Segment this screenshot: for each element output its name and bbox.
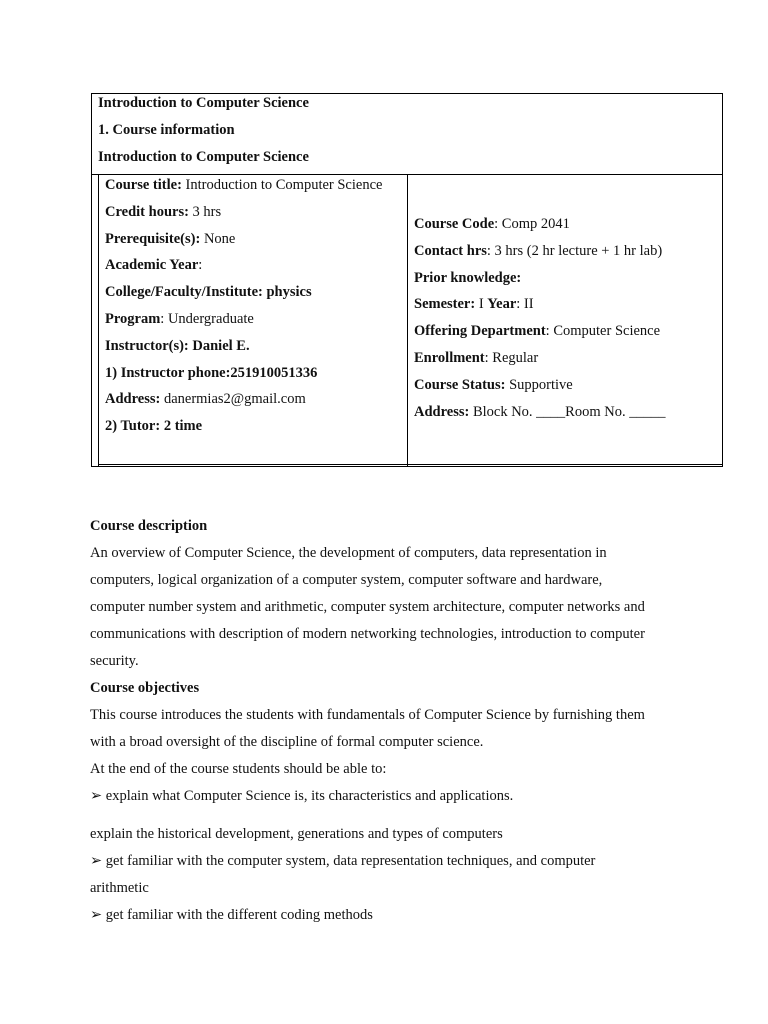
field-value: : 3 hrs (2 hr lecture + 1 hr lab) bbox=[486, 242, 663, 259]
bullet-item: ➢ get familiar with the different coding methods bbox=[90, 907, 373, 923]
field-value: : bbox=[198, 257, 203, 274]
instructor-phone-row bbox=[105, 364, 405, 391]
course-title-row bbox=[105, 176, 405, 203]
field-label: Address: bbox=[414, 403, 470, 420]
semester-year-row bbox=[414, 295, 719, 322]
inner-left-border bbox=[98, 174, 99, 466]
left-info-column bbox=[105, 176, 405, 444]
field-label: Prerequisite(s): bbox=[105, 230, 201, 247]
college-row bbox=[105, 283, 405, 310]
field-value: : Regular bbox=[484, 349, 539, 366]
course-name-heading: Introduction to Computer Science bbox=[98, 149, 309, 165]
field-value: : Comp 2041 bbox=[494, 216, 570, 232]
field-label: Course Code bbox=[414, 216, 495, 232]
bullet-item: ➢ get familiar with the computer system, data representation techniques, and computer bbox=[90, 853, 596, 869]
course-code-row bbox=[414, 215, 719, 242]
field-label: Contact hrs bbox=[414, 242, 487, 259]
instructor-address-row bbox=[105, 390, 405, 417]
contact-hours-row bbox=[414, 242, 719, 269]
bullet-item: ➢ explain what Computer Science is, its characteristics and applications. bbox=[90, 788, 514, 804]
paragraph-line: with a broad oversight of the discipline of formal computer science. bbox=[90, 734, 484, 750]
field-value: 3 hrs bbox=[188, 203, 222, 220]
field-label: 1) Instructor phone:251910051336 bbox=[105, 364, 318, 381]
paragraph-line: computer number system and arithmetic, computer system architecture, computer networks and bbox=[90, 599, 645, 615]
program-row bbox=[105, 310, 405, 337]
offering-department-row bbox=[414, 322, 719, 349]
field-value: Block No. ____Room No. _____ bbox=[469, 403, 666, 420]
field-label: 2) Tutor: 2 time bbox=[105, 418, 203, 435]
course-body bbox=[90, 517, 680, 933]
paragraph-line: security. bbox=[90, 653, 139, 669]
field-label: Offering Department bbox=[414, 323, 546, 340]
field-label: Instructor(s): Daniel E. bbox=[105, 337, 250, 354]
paragraph-line: This course introduces the students with fundamentals of Computer Science by furnishing them bbox=[90, 707, 645, 723]
field-label: College/Faculty/Institute: physics bbox=[105, 284, 312, 301]
field-label: Enrollment bbox=[414, 349, 485, 366]
field-label: Semester: bbox=[414, 296, 476, 313]
paragraph-line: computers, logical organization of a computer system, computer software and hardware, bbox=[90, 572, 603, 588]
credit-hours-row bbox=[105, 203, 405, 230]
field-value: None bbox=[200, 230, 236, 247]
course-info-table bbox=[91, 93, 723, 467]
room-address-row bbox=[414, 403, 719, 430]
paragraph-line: At the end of the course students should be able to: bbox=[90, 761, 387, 777]
academic-year-row bbox=[105, 256, 405, 283]
course-status-row bbox=[414, 376, 719, 403]
tutor-row bbox=[105, 417, 405, 444]
field-label: Year bbox=[487, 296, 517, 313]
field-label: Course Status: bbox=[414, 376, 506, 393]
field-label: Program bbox=[105, 310, 161, 327]
right-info-column bbox=[414, 215, 719, 429]
field-value: : Undergraduate bbox=[160, 310, 254, 327]
field-value: Supportive bbox=[505, 376, 573, 393]
description-heading bbox=[90, 517, 680, 544]
table-bottom-border bbox=[98, 464, 722, 465]
paragraph-line: communications with description of modern networking technologies, introduction to computer bbox=[90, 626, 645, 642]
field-label: Course title: bbox=[105, 177, 182, 193]
section-heading: 1. Course information bbox=[98, 122, 235, 138]
paragraph-line: explain the historical development, generations and types of computers bbox=[90, 826, 503, 842]
heading-text: Course description bbox=[90, 518, 208, 534]
email-value: danermias2@gmail.com bbox=[160, 391, 306, 408]
field-label: Address: bbox=[105, 391, 161, 408]
field-value: : Computer Science bbox=[545, 323, 661, 340]
enrollment-row bbox=[414, 349, 719, 376]
paragraph-line: An overview of Computer Science, the development of computers, data representation in bbox=[90, 545, 607, 561]
paragraph-line: arithmetic bbox=[90, 880, 149, 896]
prerequisite-row bbox=[105, 230, 405, 257]
objectives-heading bbox=[90, 679, 680, 706]
prior-knowledge-row bbox=[414, 269, 719, 296]
table-title: Introduction to Computer Science bbox=[98, 95, 309, 111]
field-label: Prior knowledge: bbox=[414, 269, 522, 286]
heading-text: Course objectives bbox=[90, 680, 200, 696]
field-label: Credit hours: bbox=[105, 203, 189, 220]
field-label: Academic Year bbox=[105, 257, 199, 274]
column-divider bbox=[407, 174, 408, 466]
spacer bbox=[90, 814, 680, 825]
field-value: Introduction to Computer Science bbox=[181, 177, 383, 193]
field-value: I bbox=[475, 296, 488, 313]
instructor-row bbox=[105, 337, 405, 364]
field-value: : II bbox=[516, 296, 534, 313]
